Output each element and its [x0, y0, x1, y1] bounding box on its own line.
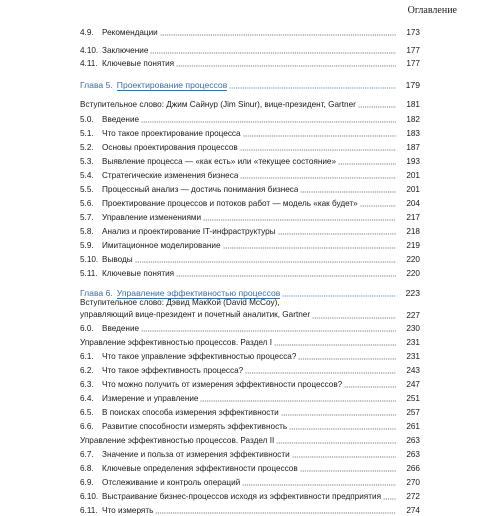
toc-entry-title: Проектирование процессов и потоков работ — модель «как будет» [102, 199, 358, 208]
toc-entry-title: Стратегические изменения бизнеса [102, 171, 239, 180]
toc-leader-dots [155, 506, 396, 514]
toc-page-number: 231 [406, 352, 420, 361]
toc-entry[interactable] [80, 461, 420, 474]
toc-entry-number: 6.3. [80, 380, 94, 389]
toc-entry-number: 5.3. [80, 157, 94, 166]
toc-entry[interactable] [80, 405, 420, 418]
toc-entry-number: 5.6. [80, 199, 94, 208]
toc-page-number: 193 [406, 157, 420, 166]
toc-entry-title: Ключевые понятия [102, 269, 175, 278]
toc-page-number: 263 [406, 450, 420, 459]
running-header: Оглавление [407, 5, 457, 16]
toc-leader-dots [300, 185, 396, 193]
toc-entry[interactable] [80, 168, 420, 181]
toc-entry-title: Что такое проектирование процесса [102, 129, 241, 138]
toc-leader-dots [360, 199, 396, 207]
toc-leader-dots [243, 129, 396, 137]
toc-entry-title: Управление эффективностью процессов. Раздел II [80, 436, 275, 445]
toc-page-number: 266 [406, 464, 420, 473]
toc-page-number: 177 [406, 59, 420, 68]
toc-leader-dots [229, 81, 396, 89]
toc-leader-dots [176, 59, 396, 67]
toc-page-number: 183 [406, 129, 420, 138]
toc-page-number: 201 [406, 185, 420, 194]
toc-leader-dots [344, 380, 396, 388]
toc-entry-number: 5.9. [80, 241, 94, 250]
toc-page-number: 204 [406, 199, 420, 208]
toc-entry[interactable] [80, 97, 420, 110]
toc-entry-number: 6.5. [80, 408, 94, 417]
toc-entry-title: Управление изменениями [102, 213, 202, 222]
toc-entry-number: 5.5. [80, 185, 94, 194]
toc-entry-title: Рекомендации [102, 28, 158, 37]
toc-page-number: 257 [406, 408, 420, 417]
toc-page-number: 230 [406, 324, 420, 333]
toc-entry-title: Вступительное слово: Джим Сайнур (Jim Sinur), вице-президент, Gartner [80, 100, 356, 109]
toc-entry-title: Основы проектирования процессов [102, 143, 238, 152]
toc-entry-title: Значение и польза от измерения эффективности [102, 450, 290, 459]
toc-leader-dots [240, 143, 396, 151]
toc-entry-number: 5.10. [80, 255, 99, 264]
toc-entry[interactable] [80, 196, 420, 209]
toc-entry[interactable] [80, 295, 420, 321]
toc-page-number: 182 [406, 115, 420, 124]
toc-leader-dots [240, 171, 396, 179]
toc-entry[interactable] [80, 210, 420, 223]
toc-page-number: 261 [406, 422, 420, 431]
toc-leader-dots [358, 100, 396, 108]
toc-entry[interactable] [80, 475, 420, 488]
toc-page-number: 220 [406, 269, 420, 278]
toc-entry[interactable] [80, 140, 420, 153]
toc-entry-number: 6.6. [80, 422, 94, 431]
toc-leader-dots [242, 478, 396, 486]
toc-entry-title: Процессный анализ — достичь понимания бизнеса [102, 185, 299, 194]
toc-leader-dots [160, 28, 396, 36]
toc-entry-title: Что измерять [102, 506, 154, 515]
toc-entry[interactable] [80, 43, 420, 56]
toc-page-number: 274 [406, 506, 420, 515]
toc-entry-number: 6.11. [80, 506, 98, 515]
toc-entry-number: 4.11. [80, 59, 98, 68]
toc-entry[interactable] [80, 335, 420, 348]
toc-entry-title: Анализ и проектирование IT-инфраструктуры [102, 227, 276, 236]
toc-entry-number: 5.7. [80, 213, 94, 222]
toc-entry[interactable] [80, 391, 420, 404]
toc-entry-number: 4.10. [80, 46, 99, 55]
toc-entry-title: Отслеживание и контроль операций [102, 478, 241, 487]
toc-entry[interactable] [80, 377, 420, 390]
toc-entry[interactable] [80, 349, 420, 362]
toc-entry[interactable] [80, 266, 420, 279]
toc-entry-number: 6.2. [80, 366, 94, 375]
toc-page-number: 218 [406, 227, 420, 236]
toc-page-number: 201 [406, 171, 420, 180]
toc-leader-dots [300, 464, 396, 472]
toc-entry-number: 6.8. [80, 464, 94, 473]
toc-leader-dots [298, 352, 396, 360]
toc-leader-dots [203, 213, 396, 221]
toc-entry-number: 5.11. [80, 269, 98, 278]
toc-entry[interactable] [80, 56, 420, 69]
toc-entry-title [80, 297, 310, 321]
toc-entry-title: Введение [102, 324, 140, 333]
toc-entry-title-line: управляющий вице-президент и почетный аналитик, Gartner [80, 310, 311, 319]
toc-page-number: 251 [406, 394, 420, 403]
toc-entry-title: Ключевые понятия [102, 59, 175, 68]
toc-leader-dots [150, 46, 396, 54]
toc-entry-title: Выявление процесса — «как есть» или «текущее состояние» [102, 157, 337, 166]
toc-entry-title: Что такое эффективность процесса? [102, 366, 244, 375]
toc-leader-dots [338, 157, 396, 165]
toc-chapter-entry[interactable] [80, 78, 420, 91]
toc-page-number: 173 [406, 28, 420, 37]
toc-entry-number: Глава 6. [80, 288, 113, 298]
toc-entry-number: 6.10. [80, 492, 99, 501]
toc-entry-number: 5.0. [80, 115, 94, 124]
toc-entry-title: Что такое управление эффективностью процесса? [102, 352, 297, 361]
toc-page-number: 187 [406, 143, 420, 152]
toc-page-number: 177 [406, 46, 420, 55]
toc-entry[interactable] [80, 321, 420, 334]
toc-entry[interactable] [80, 112, 420, 125]
toc-entry-number: 6.4. [80, 394, 94, 403]
toc-entry-number: 6.9. [80, 478, 94, 487]
toc-entry-title: Развитие способности измерять эффективность [102, 422, 288, 431]
toc-entry[interactable] [80, 363, 420, 376]
toc-leader-dots [278, 227, 396, 235]
toc-entry-title: Управление эффективностью процессов [116, 288, 281, 298]
toc-leader-dots [200, 394, 396, 402]
toc-entry-title: Заключение [102, 46, 149, 55]
toc-entry[interactable] [80, 25, 420, 38]
toc-entry-number: 4.9. [80, 28, 94, 37]
toc-entry-number: Глава 5. [80, 80, 113, 90]
toc-entry-title: Управление эффективностью процессов. Раздел I [80, 338, 272, 347]
toc-leader-dots [292, 450, 396, 458]
toc-page-number: 231 [406, 338, 420, 347]
toc-entry-title: В поисках способа измерения эффективности [102, 408, 279, 417]
toc-entry[interactable] [80, 503, 420, 516]
toc-leader-dots [281, 408, 396, 416]
toc-page-number: 243 [406, 366, 420, 375]
toc-leader-dots [274, 338, 396, 346]
toc-leader-dots [141, 115, 396, 123]
toc-entry[interactable] [80, 126, 420, 139]
toc-leader-dots [383, 492, 396, 500]
toc-entry-number: 5.4. [80, 171, 94, 180]
toc-entry-number: 6.0. [80, 324, 94, 333]
toc-page-number: 223 [405, 288, 420, 298]
toc-entry-number: 6.7. [80, 450, 94, 459]
toc-entry-title: Проектирование процессов [116, 80, 228, 90]
toc-page-number: 247 [406, 380, 420, 389]
toc-entry-number: 6.1. [80, 352, 94, 361]
toc-entry-title: Введение [102, 115, 140, 124]
toc-entry[interactable] [80, 447, 420, 460]
toc-entry-title: Выводы [102, 255, 133, 264]
toc-entry-title-line: Вступительное слово: Дэвид МакКой (David McCoy), [80, 298, 280, 307]
toc-leader-dots [141, 324, 396, 332]
toc-page-number: 270 [406, 478, 420, 487]
toc-leader-dots [245, 366, 396, 374]
toc-entry[interactable] [80, 252, 420, 265]
toc-page-number: 272 [406, 492, 420, 501]
toc-entry[interactable] [80, 224, 420, 237]
toc-leader-dots [135, 255, 396, 263]
toc-entry-number: 5.2. [80, 143, 94, 152]
toc-page-number: 220 [406, 255, 420, 264]
toc-entry[interactable] [80, 154, 420, 167]
toc-entry-title: Выстраивание бизнес-процессов исходя из эффективности предприятия [102, 492, 382, 501]
toc-page-number: 217 [406, 213, 420, 222]
toc-entry[interactable] [80, 419, 420, 432]
toc-page-number: 181 [406, 100, 420, 109]
toc-entry[interactable] [80, 489, 420, 502]
toc-leader-dots [289, 422, 396, 430]
toc-leader-dots [312, 311, 396, 319]
toc-leader-dots [223, 241, 396, 249]
toc-page-number: 227 [406, 311, 420, 320]
toc-entry-number: 5.1. [80, 129, 94, 138]
toc-entry-title: Что можно получить от измерения эффективности процессов? [102, 380, 343, 389]
toc-page-number: 263 [406, 436, 420, 445]
toc-entry-title: Имитационное моделирование [102, 241, 221, 250]
toc-entry-title: Ключевые определения эффективности процессов [102, 464, 298, 473]
toc-entry-title: Измерение и управление [102, 394, 199, 403]
toc-entry[interactable] [80, 182, 420, 195]
toc-page-number: 179 [405, 80, 420, 90]
toc-leader-dots [276, 436, 396, 444]
toc-entry[interactable] [80, 433, 420, 446]
toc-entry-number: 5.8. [80, 227, 94, 236]
toc-leader-dots [176, 269, 396, 277]
toc-entry[interactable] [80, 238, 420, 251]
toc-page-number: 219 [406, 241, 420, 250]
